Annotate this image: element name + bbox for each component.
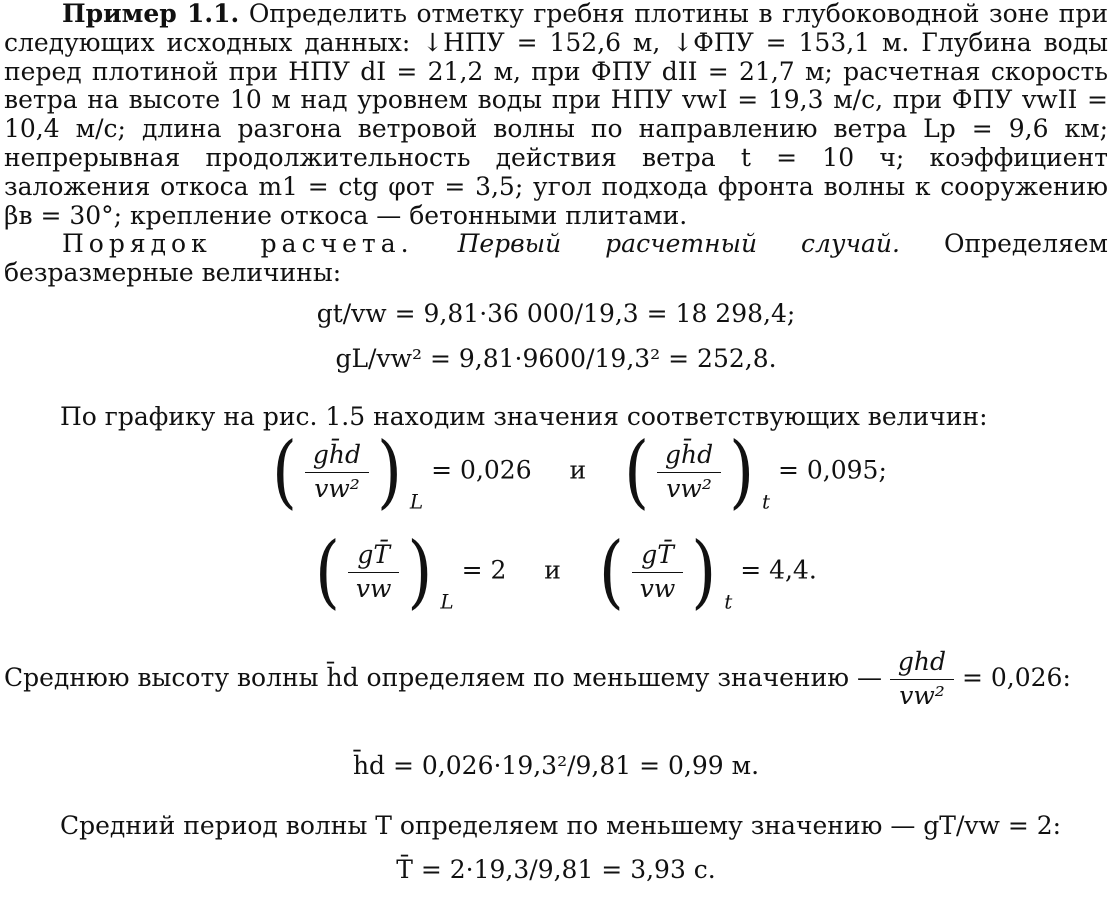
right-paren-icon: ) — [729, 425, 755, 519]
fraction-gT-vw-t — [632, 541, 684, 604]
fraction-denominator: vw² — [666, 473, 712, 503]
fraction-gh-vw2-L — [305, 441, 369, 504]
mean-height-line: Среднюю высоту волны h̄d определяем по меньшему значению — $\frac{\text{ghd}}{\text{vw²}}$ = 0,026: — [4, 647, 1071, 710]
ratios-row-period — [315, 525, 817, 619]
value-T-L: = 2 — [461, 555, 507, 585]
conjunction-and: и — [544, 555, 561, 585]
subscript-t: t — [724, 589, 733, 614]
fraction-numerator: gT̄ — [632, 541, 684, 573]
fraction-denominator: vw — [355, 573, 392, 603]
ratios-row-height — [272, 425, 887, 519]
example-paragraph — [4, 0, 1108, 230]
left-paren-icon: ( — [624, 425, 650, 519]
value-h-L: = 0,026 — [431, 455, 532, 485]
subscript-t: t — [762, 489, 771, 514]
example-text: Определить отметку гребня плотины в глубоководной зоне при следующих исходных данных: ↓НПУ = 152,6 м, ↓ФПУ = 153,1 м. Глубина воды перед плотиной при НПУ dI = 21,2 м, при ФПУ dII = 21,7 м; расчетная скорость ветра на высоте 10 м над уровнем воды при НПУ vwI = 19,3 м/с, при ФПУ vwII = 10,4 м/с; длина разгона ветровой волны по направлению ветра Lр = 9,6 км; непрерывная продолжительность действия ветра t = 10 ч; коэффициент заложения откоса m1 = ctg φот = 3,5; угол подхода фронта волны к сооружению βв = 30°; крепление откоса — бетонными плитами. — [4, 0, 1109, 230]
subscript-L: L — [440, 589, 454, 614]
mean-height-text: Среднюю высоту волны h̄d определяем по меньшему значению — [4, 662, 850, 692]
fraction-gT-vw-L — [348, 541, 400, 604]
mean-height-formula: h̄d = 0,026·19,3²/9,81 = 0,99 м. — [352, 751, 760, 780]
left-paren-icon: ( — [272, 425, 297, 519]
fraction-denominator: vw² — [314, 473, 360, 503]
calculation-heading: Порядок расчета. — [62, 229, 414, 258]
fraction-ghd-vw2 — [890, 648, 954, 711]
value-T-t: = 4,4. — [740, 555, 817, 585]
fraction-gh-vw2-t — [657, 441, 721, 504]
left-paren-icon: ( — [315, 525, 340, 619]
right-paren-icon: ) — [407, 525, 433, 619]
value-h-t: = 0,095; — [778, 455, 887, 485]
conjunction-and: и — [569, 455, 587, 485]
fraction-numerator: ghd — [890, 648, 954, 680]
mean-period-text: Средний период волны T определяем по меньшему значению — gT/vw = 2: — [60, 811, 1062, 840]
equation-gl-vw2: gL/vw² = 9,81·9600/19,3² = 252,8. — [335, 344, 777, 373]
calculation-case: Первый расчетный случай. — [457, 229, 900, 258]
example-title: Пример 1.1. — [62, 0, 240, 28]
left-paren-icon: ( — [598, 525, 624, 619]
mean-height-value: = 0,026: — [961, 662, 1071, 692]
equation-gt-vw: gt/vw = 9,81·36 000/19,3 = 18 298,4; — [316, 299, 796, 328]
fraction-denominator: vw² — [899, 680, 945, 710]
right-paren-icon: ) — [376, 425, 402, 519]
mean-period-formula: T̄ = 2·19,3/9,81 = 3,93 с. — [396, 855, 716, 884]
subscript-L: L — [409, 489, 424, 514]
graph-reference-text: По графику на рис. 1.5 находим значения соответствующих величин: — [60, 402, 988, 431]
fraction-denominator: vw — [639, 573, 676, 603]
calculation-text: Определяем безразмерные величины: — [4, 229, 1108, 287]
fraction-numerator: gh̄d — [657, 441, 721, 473]
fraction-numerator: gh̄d — [305, 441, 369, 473]
fraction-numerator: gT̄ — [348, 541, 400, 573]
right-paren-icon: ) — [691, 525, 717, 619]
calculation-paragraph — [4, 230, 1108, 288]
